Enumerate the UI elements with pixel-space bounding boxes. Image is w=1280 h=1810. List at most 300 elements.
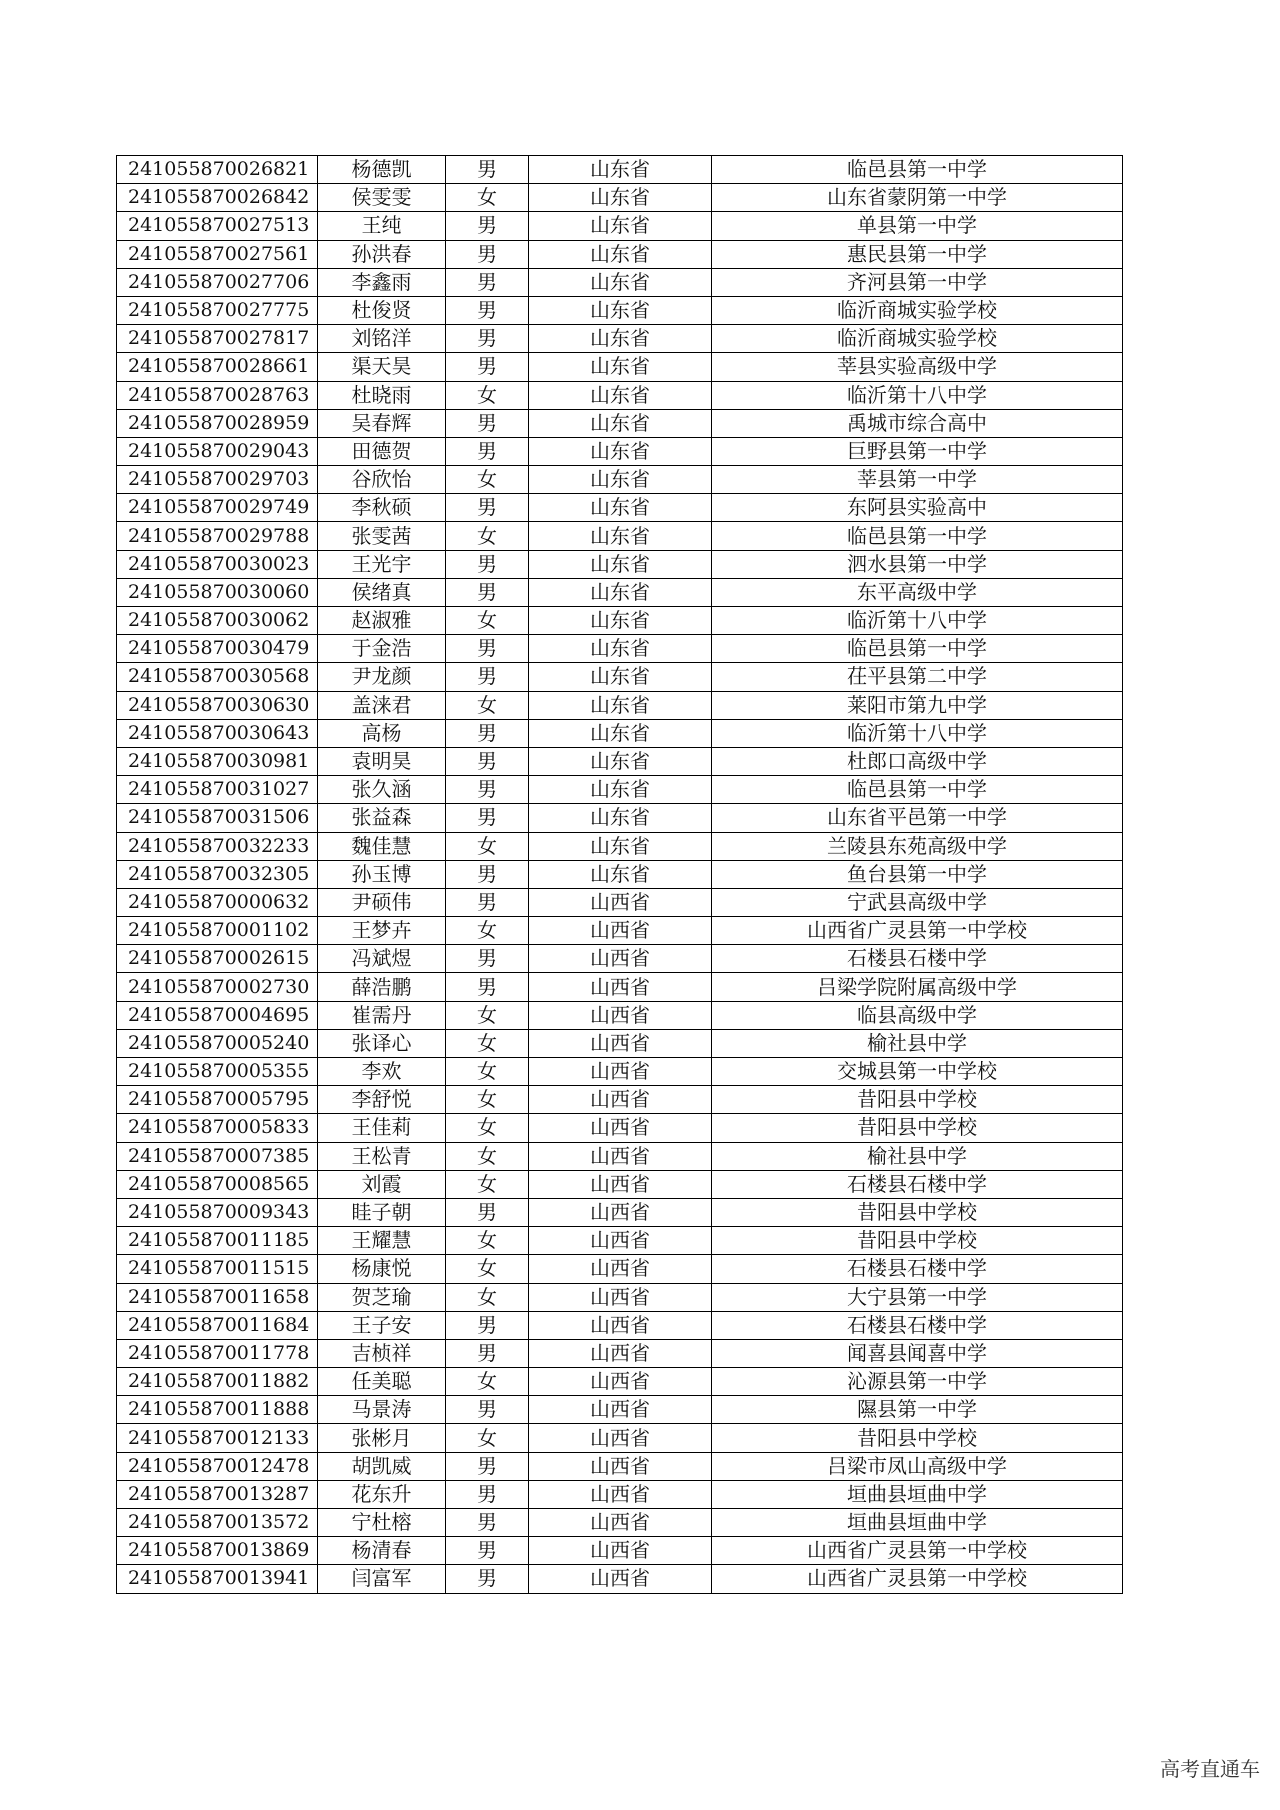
table-row: [117, 1509, 1123, 1537]
table-row: [117, 212, 1123, 240]
candidate-id-cell: 241055870027513: [117, 212, 318, 240]
candidate-id-cell: 241055870028661: [117, 353, 318, 381]
name-cell: 孙玉博: [318, 860, 446, 888]
name-cell: 杜俊贤: [318, 296, 446, 324]
province-cell: 山西省: [529, 1480, 712, 1508]
table-row: [117, 1227, 1123, 1255]
gender-cell: 男: [446, 719, 529, 747]
table-row: [117, 184, 1123, 212]
name-cell: 贺芝瑜: [318, 1283, 446, 1311]
table-row: [117, 381, 1123, 409]
candidate-id-cell: 241055870032305: [117, 860, 318, 888]
name-cell: 侯雯雯: [318, 184, 446, 212]
candidate-id-cell: 241055870013572: [117, 1509, 318, 1537]
name-cell: 李鑫雨: [318, 268, 446, 296]
province-cell: 山东省: [529, 184, 712, 212]
school-cell: 昔阳县中学校: [712, 1227, 1123, 1255]
province-cell: 山东省: [529, 240, 712, 268]
table-row: [117, 409, 1123, 437]
school-cell: 东平高级中学: [712, 578, 1123, 606]
table-row: [117, 691, 1123, 719]
candidate-id-cell: 241055870027561: [117, 240, 318, 268]
gender-cell: 男: [446, 353, 529, 381]
table-row: [117, 1396, 1123, 1424]
province-cell: 山西省: [529, 1227, 712, 1255]
province-cell: 山东省: [529, 353, 712, 381]
candidate-id-cell: 241055870029788: [117, 522, 318, 550]
candidate-id-cell: 241055870013869: [117, 1537, 318, 1565]
gender-cell: 女: [446, 1255, 529, 1283]
school-cell: 山东省蒙阴第一中学: [712, 184, 1123, 212]
candidate-id-cell: 241055870031027: [117, 776, 318, 804]
gender-cell: 女: [446, 1058, 529, 1086]
name-cell: 赵淑雅: [318, 607, 446, 635]
province-cell: 山东省: [529, 296, 712, 324]
school-cell: 昔阳县中学校: [712, 1114, 1123, 1142]
candidate-id-cell: 241055870005240: [117, 1029, 318, 1057]
table-row: [117, 353, 1123, 381]
province-cell: 山东省: [529, 156, 712, 184]
candidate-id-cell: 241055870030630: [117, 691, 318, 719]
name-cell: 刘铭洋: [318, 325, 446, 353]
province-cell: 山西省: [529, 1424, 712, 1452]
candidate-id-cell: 241055870027817: [117, 325, 318, 353]
province-cell: 山东省: [529, 212, 712, 240]
name-cell: 胡凯威: [318, 1452, 446, 1480]
gender-cell: 男: [446, 747, 529, 775]
gender-cell: 女: [446, 607, 529, 635]
province-cell: 山东省: [529, 325, 712, 353]
school-cell: 泗水县第一中学: [712, 550, 1123, 578]
name-cell: 张久涵: [318, 776, 446, 804]
candidate-id-cell: 241055870011888: [117, 1396, 318, 1424]
school-cell: 石楼县石楼中学: [712, 1170, 1123, 1198]
gender-cell: 男: [446, 325, 529, 353]
school-cell: 吕梁学院附属高级中学: [712, 973, 1123, 1001]
school-cell: 昔阳县中学校: [712, 1424, 1123, 1452]
candidate-id-cell: 241055870032233: [117, 832, 318, 860]
province-cell: 山西省: [529, 1142, 712, 1170]
table-row: [117, 466, 1123, 494]
gender-cell: 男: [446, 212, 529, 240]
table-row: [117, 747, 1123, 775]
gender-cell: 男: [446, 268, 529, 296]
school-cell: 榆社县中学: [712, 1142, 1123, 1170]
province-cell: 山西省: [529, 1509, 712, 1537]
candidate-id-cell: 241055870007385: [117, 1142, 318, 1170]
table-row: [117, 156, 1123, 184]
gender-cell: 女: [446, 1368, 529, 1396]
name-cell: 高杨: [318, 719, 446, 747]
candidate-id-cell: 241055870013287: [117, 1480, 318, 1508]
gender-cell: 男: [446, 1537, 529, 1565]
table-row: [117, 578, 1123, 606]
candidate-id-cell: 241055870026842: [117, 184, 318, 212]
school-cell: 莘县第一中学: [712, 466, 1123, 494]
name-cell: 吴春辉: [318, 409, 446, 437]
gender-cell: 女: [446, 691, 529, 719]
table-row: [117, 1198, 1123, 1226]
province-cell: 山西省: [529, 1283, 712, 1311]
name-cell: 田德贺: [318, 437, 446, 465]
candidate-id-cell: 241055870030981: [117, 747, 318, 775]
name-cell: 王梦卉: [318, 917, 446, 945]
province-cell: 山东省: [529, 635, 712, 663]
gender-cell: 女: [446, 1227, 529, 1255]
candidate-id-cell: 241055870011684: [117, 1311, 318, 1339]
candidate-id-cell: 241055870001102: [117, 917, 318, 945]
gender-cell: 男: [446, 550, 529, 578]
table-row: [117, 494, 1123, 522]
school-cell: 临沂第十八中学: [712, 607, 1123, 635]
candidate-id-cell: 241055870029043: [117, 437, 318, 465]
name-cell: 王纯: [318, 212, 446, 240]
name-cell: 吉桢祥: [318, 1339, 446, 1367]
school-cell: 惠民县第一中学: [712, 240, 1123, 268]
table-row: [117, 1001, 1123, 1029]
name-cell: 王光宇: [318, 550, 446, 578]
name-cell: 尹龙颜: [318, 663, 446, 691]
school-cell: 垣曲县垣曲中学: [712, 1480, 1123, 1508]
province-cell: 山西省: [529, 1198, 712, 1226]
school-cell: 莱阳市第九中学: [712, 691, 1123, 719]
school-cell: 昔阳县中学校: [712, 1086, 1123, 1114]
name-cell: 宁杜榕: [318, 1509, 446, 1537]
candidate-id-cell: 241055870013941: [117, 1565, 318, 1593]
province-cell: 山东省: [529, 747, 712, 775]
gender-cell: 男: [446, 494, 529, 522]
gender-cell: 女: [446, 184, 529, 212]
province-cell: 山西省: [529, 888, 712, 916]
name-cell: 魏佳慧: [318, 832, 446, 860]
gender-cell: 女: [446, 1170, 529, 1198]
table-body: [117, 156, 1123, 1594]
gender-cell: 男: [446, 578, 529, 606]
table-row: [117, 860, 1123, 888]
student-table: [116, 155, 1123, 1594]
school-cell: 兰陵县东苑高级中学: [712, 832, 1123, 860]
name-cell: 崔需丹: [318, 1001, 446, 1029]
table-row: [117, 522, 1123, 550]
province-cell: 山东省: [529, 268, 712, 296]
table-row: [117, 1452, 1123, 1480]
gender-cell: 女: [446, 381, 529, 409]
school-cell: 临县高级中学: [712, 1001, 1123, 1029]
name-cell: 杨清春: [318, 1537, 446, 1565]
table-row: [117, 240, 1123, 268]
name-cell: 王子安: [318, 1311, 446, 1339]
name-cell: 盖涞君: [318, 691, 446, 719]
province-cell: 山东省: [529, 719, 712, 747]
school-cell: 山西省广灵县第一中学校: [712, 1537, 1123, 1565]
table-row: [117, 663, 1123, 691]
school-cell: 鱼台县第一中学: [712, 860, 1123, 888]
gender-cell: 男: [446, 1480, 529, 1508]
province-cell: 山西省: [529, 1452, 712, 1480]
table-row: [117, 325, 1123, 353]
table-row: [117, 945, 1123, 973]
gender-cell: 男: [446, 1452, 529, 1480]
table-row: [117, 888, 1123, 916]
gender-cell: 男: [446, 1396, 529, 1424]
school-cell: 临邑县第一中学: [712, 156, 1123, 184]
province-cell: 山西省: [529, 1537, 712, 1565]
table-row: [117, 1368, 1123, 1396]
candidate-id-cell: 241055870027706: [117, 268, 318, 296]
school-cell: 石楼县石楼中学: [712, 945, 1123, 973]
name-cell: 杨康悦: [318, 1255, 446, 1283]
table-row: [117, 1029, 1123, 1057]
gender-cell: 女: [446, 1001, 529, 1029]
school-cell: 石楼县石楼中学: [712, 1311, 1123, 1339]
school-cell: 石楼县石楼中学: [712, 1255, 1123, 1283]
province-cell: 山西省: [529, 1311, 712, 1339]
name-cell: 马景涛: [318, 1396, 446, 1424]
gender-cell: 女: [446, 1424, 529, 1452]
school-cell: 临邑县第一中学: [712, 522, 1123, 550]
table-row: [117, 268, 1123, 296]
name-cell: 孙洪春: [318, 240, 446, 268]
province-cell: 山西省: [529, 1368, 712, 1396]
name-cell: 花东升: [318, 1480, 446, 1508]
watermark-text: 高考直通车: [1160, 1757, 1260, 1781]
school-cell: 临沂商城实验学校: [712, 296, 1123, 324]
gender-cell: 男: [446, 437, 529, 465]
gender-cell: 女: [446, 466, 529, 494]
candidate-id-cell: 241055870009343: [117, 1198, 318, 1226]
province-cell: 山西省: [529, 945, 712, 973]
gender-cell: 男: [446, 663, 529, 691]
candidate-id-cell: 241055870005355: [117, 1058, 318, 1086]
name-cell: 冯斌煜: [318, 945, 446, 973]
school-cell: 临邑县第一中学: [712, 635, 1123, 663]
table-row: [117, 635, 1123, 663]
province-cell: 山东省: [529, 381, 712, 409]
school-cell: 茌平县第二中学: [712, 663, 1123, 691]
school-cell: 昔阳县中学校: [712, 1198, 1123, 1226]
province-cell: 山西省: [529, 973, 712, 1001]
province-cell: 山西省: [529, 917, 712, 945]
gender-cell: 男: [446, 1339, 529, 1367]
school-cell: 临沂第十八中学: [712, 381, 1123, 409]
school-cell: 巨野县第一中学: [712, 437, 1123, 465]
table-row: [117, 719, 1123, 747]
candidate-id-cell: 241055870011882: [117, 1368, 318, 1396]
candidate-id-cell: 241055870027775: [117, 296, 318, 324]
candidate-id-cell: 241055870011778: [117, 1339, 318, 1367]
school-cell: 沁源县第一中学: [712, 1368, 1123, 1396]
province-cell: 山西省: [529, 1086, 712, 1114]
province-cell: 山东省: [529, 776, 712, 804]
table-row: [117, 917, 1123, 945]
table-row: [117, 550, 1123, 578]
gender-cell: 女: [446, 1283, 529, 1311]
school-cell: 山东省平邑第一中学: [712, 804, 1123, 832]
school-cell: 交城县第一中学校: [712, 1058, 1123, 1086]
school-cell: 东阿县实验高中: [712, 494, 1123, 522]
student-list-sheet: [116, 155, 1122, 1594]
province-cell: 山东省: [529, 691, 712, 719]
name-cell: 刘霞: [318, 1170, 446, 1198]
candidate-id-cell: 241055870029749: [117, 494, 318, 522]
province-cell: 山东省: [529, 437, 712, 465]
name-cell: 张译心: [318, 1029, 446, 1057]
name-cell: 尹硕伟: [318, 888, 446, 916]
candidate-id-cell: 241055870005833: [117, 1114, 318, 1142]
school-cell: 单县第一中学: [712, 212, 1123, 240]
table-row: [117, 1424, 1123, 1452]
gender-cell: 男: [446, 1311, 529, 1339]
name-cell: 谷欣怡: [318, 466, 446, 494]
school-cell: 杜郎口高级中学: [712, 747, 1123, 775]
name-cell: 张雯茜: [318, 522, 446, 550]
school-cell: 吕梁市凤山高级中学: [712, 1452, 1123, 1480]
gender-cell: 男: [446, 804, 529, 832]
name-cell: 张彬月: [318, 1424, 446, 1452]
gender-cell: 男: [446, 776, 529, 804]
name-cell: 王松青: [318, 1142, 446, 1170]
province-cell: 山东省: [529, 860, 712, 888]
name-cell: 张益森: [318, 804, 446, 832]
table-row: [117, 832, 1123, 860]
name-cell: 李欢: [318, 1058, 446, 1086]
school-cell: 莘县实验高级中学: [712, 353, 1123, 381]
candidate-id-cell: 241055870011515: [117, 1255, 318, 1283]
table-row: [117, 804, 1123, 832]
gender-cell: 男: [446, 945, 529, 973]
table-row: [117, 1114, 1123, 1142]
gender-cell: 男: [446, 1198, 529, 1226]
table-row: [117, 607, 1123, 635]
gender-cell: 男: [446, 1565, 529, 1593]
province-cell: 山东省: [529, 832, 712, 860]
gender-cell: 女: [446, 1114, 529, 1142]
table-row: [117, 1565, 1123, 1593]
school-cell: 大宁县第一中学: [712, 1283, 1123, 1311]
school-cell: 闻喜县闻喜中学: [712, 1339, 1123, 1367]
province-cell: 山西省: [529, 1058, 712, 1086]
school-cell: 临邑县第一中学: [712, 776, 1123, 804]
table-row: [117, 1339, 1123, 1367]
school-cell: 宁武县高级中学: [712, 888, 1123, 916]
province-cell: 山西省: [529, 1255, 712, 1283]
candidate-id-cell: 241055870028959: [117, 409, 318, 437]
name-cell: 于金浩: [318, 635, 446, 663]
candidate-id-cell: 241055870005795: [117, 1086, 318, 1114]
table-row: [117, 296, 1123, 324]
table-row: [117, 1311, 1123, 1339]
province-cell: 山东省: [529, 466, 712, 494]
gender-cell: 男: [446, 240, 529, 268]
province-cell: 山西省: [529, 1396, 712, 1424]
candidate-id-cell: 241055870028763: [117, 381, 318, 409]
gender-cell: 男: [446, 1509, 529, 1537]
school-cell: 临沂商城实验学校: [712, 325, 1123, 353]
province-cell: 山西省: [529, 1339, 712, 1367]
name-cell: 侯绪真: [318, 578, 446, 606]
school-cell: 禹城市综合高中: [712, 409, 1123, 437]
name-cell: 王耀慧: [318, 1227, 446, 1255]
name-cell: 李秋硕: [318, 494, 446, 522]
gender-cell: 女: [446, 832, 529, 860]
candidate-id-cell: 241055870002615: [117, 945, 318, 973]
province-cell: 山东省: [529, 578, 712, 606]
candidate-id-cell: 241055870030568: [117, 663, 318, 691]
name-cell: 李舒悦: [318, 1086, 446, 1114]
gender-cell: 女: [446, 1142, 529, 1170]
table-row: [117, 1170, 1123, 1198]
gender-cell: 男: [446, 888, 529, 916]
name-cell: 袁明昊: [318, 747, 446, 775]
gender-cell: 男: [446, 973, 529, 1001]
candidate-id-cell: 241055870011185: [117, 1227, 318, 1255]
gender-cell: 女: [446, 522, 529, 550]
name-cell: 王佳莉: [318, 1114, 446, 1142]
candidate-id-cell: 241055870030479: [117, 635, 318, 663]
name-cell: 眭子朝: [318, 1198, 446, 1226]
gender-cell: 女: [446, 1029, 529, 1057]
school-cell: 齐河县第一中学: [712, 268, 1123, 296]
gender-cell: 男: [446, 409, 529, 437]
gender-cell: 女: [446, 917, 529, 945]
candidate-id-cell: 241055870030060: [117, 578, 318, 606]
gender-cell: 男: [446, 296, 529, 324]
table-row: [117, 1086, 1123, 1114]
name-cell: 杨德凯: [318, 156, 446, 184]
name-cell: 任美聪: [318, 1368, 446, 1396]
candidate-id-cell: 241055870029703: [117, 466, 318, 494]
school-cell: 山西省广灵县第一中学校: [712, 1565, 1123, 1593]
table-row: [117, 1537, 1123, 1565]
province-cell: 山西省: [529, 1029, 712, 1057]
table-row: [117, 1255, 1123, 1283]
table-row: [117, 1142, 1123, 1170]
candidate-id-cell: 241055870026821: [117, 156, 318, 184]
gender-cell: 男: [446, 156, 529, 184]
school-cell: 山西省广灵县第一中学校: [712, 917, 1123, 945]
province-cell: 山东省: [529, 663, 712, 691]
candidate-id-cell: 241055870031506: [117, 804, 318, 832]
candidate-id-cell: 241055870030643: [117, 719, 318, 747]
table-row: [117, 437, 1123, 465]
province-cell: 山东省: [529, 409, 712, 437]
table-row: [117, 1480, 1123, 1508]
candidate-id-cell: 241055870008565: [117, 1170, 318, 1198]
gender-cell: 女: [446, 1086, 529, 1114]
province-cell: 山东省: [529, 550, 712, 578]
school-cell: 隰县第一中学: [712, 1396, 1123, 1424]
province-cell: 山西省: [529, 1565, 712, 1593]
province-cell: 山西省: [529, 1170, 712, 1198]
name-cell: 渠天昊: [318, 353, 446, 381]
province-cell: 山西省: [529, 1001, 712, 1029]
province-cell: 山西省: [529, 1114, 712, 1142]
candidate-id-cell: 241055870012478: [117, 1452, 318, 1480]
candidate-id-cell: 241055870030023: [117, 550, 318, 578]
candidate-id-cell: 241055870011658: [117, 1283, 318, 1311]
name-cell: 闫富军: [318, 1565, 446, 1593]
province-cell: 山东省: [529, 607, 712, 635]
gender-cell: 男: [446, 635, 529, 663]
school-cell: 临沂第十八中学: [712, 719, 1123, 747]
province-cell: 山东省: [529, 522, 712, 550]
table-row: [117, 1283, 1123, 1311]
table-row: [117, 1058, 1123, 1086]
candidate-id-cell: 241055870000632: [117, 888, 318, 916]
candidate-id-cell: 241055870030062: [117, 607, 318, 635]
candidate-id-cell: 241055870002730: [117, 973, 318, 1001]
candidate-id-cell: 241055870004695: [117, 1001, 318, 1029]
